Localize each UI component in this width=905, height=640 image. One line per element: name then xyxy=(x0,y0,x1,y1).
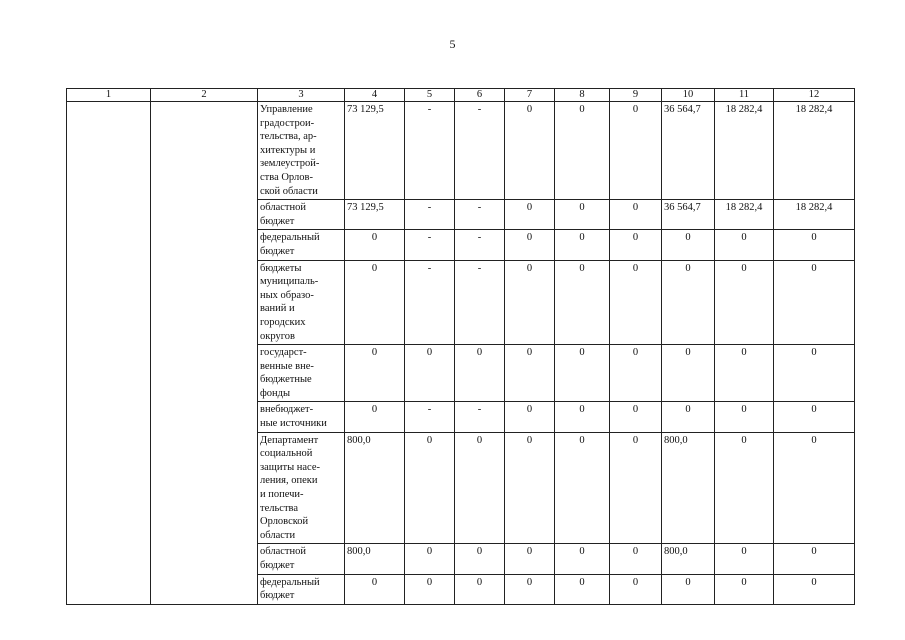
row-label-line: ваний и xyxy=(260,303,295,315)
column-2-cell xyxy=(151,102,258,605)
value-cell-col-8: 0 xyxy=(555,260,610,345)
value-cell-col-6: 0 xyxy=(455,574,505,604)
column-header-6: 6 xyxy=(455,89,505,102)
row-label-line: федеральный xyxy=(260,576,320,588)
value-cell-col-8: 0 xyxy=(555,402,610,432)
row-label-cell xyxy=(258,544,345,574)
value-cell-col-12: 18 282,4 xyxy=(774,200,855,230)
value-cell-col-12: 0 xyxy=(774,574,855,604)
table-row xyxy=(67,102,855,200)
value-cell-col-8: 0 xyxy=(555,574,610,604)
value-cell-col-10: 36 564,7 xyxy=(662,200,715,230)
row-label-line: защиты насе- xyxy=(260,461,321,473)
row-label-cell xyxy=(258,260,345,345)
value-cell-col-7: 0 xyxy=(505,574,555,604)
row-label-line: бюджет xyxy=(260,590,295,602)
value-cell-col-11: 0 xyxy=(715,544,774,574)
value-cell-col-9: 0 xyxy=(610,102,662,200)
value-cell-col-9: 0 xyxy=(610,345,662,402)
value-cell-col-11: 0 xyxy=(715,402,774,432)
row-label-line: ства Орлов- xyxy=(260,171,313,183)
value-cell-col-11: 18 282,4 xyxy=(715,102,774,200)
value-cell-col-4: 800,0 xyxy=(345,432,405,544)
value-cell-col-9: 0 xyxy=(610,432,662,544)
value-cell-col-10: 800,0 xyxy=(662,544,715,574)
row-label-line: округов xyxy=(260,330,295,342)
value-cell-col-11: 18 282,4 xyxy=(715,200,774,230)
row-label-line: Управление xyxy=(260,104,313,115)
row-label-line: тельства xyxy=(260,502,299,514)
row-label-cell xyxy=(258,574,345,604)
row-label-line: тельства, ар- xyxy=(260,131,317,143)
row-label-line: Орловской xyxy=(260,516,309,528)
value-cell-col-10: 0 xyxy=(662,260,715,345)
value-cell-col-10: 0 xyxy=(662,402,715,432)
value-cell-col-5: - xyxy=(405,230,455,260)
row-label-line: городских xyxy=(260,316,306,328)
value-cell-col-9: 0 xyxy=(610,574,662,604)
value-cell-col-4: 73 129,5 xyxy=(345,102,405,200)
value-cell-col-5: - xyxy=(405,102,455,200)
value-cell-col-12: 18 282,4 xyxy=(774,102,855,200)
row-label-line: бюджет xyxy=(260,215,295,227)
value-cell-col-8: 0 xyxy=(555,345,610,402)
value-cell-col-12: 0 xyxy=(774,260,855,345)
value-cell-col-5: 0 xyxy=(405,544,455,574)
value-cell-col-4: 0 xyxy=(345,574,405,604)
row-label-line: областной xyxy=(260,546,306,558)
value-cell-col-10: 36 564,7 xyxy=(662,102,715,200)
value-cell-col-6: - xyxy=(455,230,505,260)
page-number: 5 xyxy=(449,37,456,51)
value-cell-col-11: 0 xyxy=(715,345,774,402)
row-label-line: государст- xyxy=(260,347,307,359)
row-label-line: землеустрой- xyxy=(260,158,320,170)
value-cell-col-10: 0 xyxy=(662,345,715,402)
column-header-11: 11 xyxy=(715,89,774,102)
table-body xyxy=(67,102,855,605)
column-header-8: 8 xyxy=(555,89,610,102)
value-cell-col-4: 0 xyxy=(345,260,405,345)
value-cell-col-5: - xyxy=(405,260,455,345)
value-cell-col-9: 0 xyxy=(610,230,662,260)
row-label-cell xyxy=(258,432,345,544)
column-header-12: 12 xyxy=(774,89,855,102)
row-label-line: ления, опеки xyxy=(260,475,318,487)
value-cell-col-11: 0 xyxy=(715,260,774,345)
value-cell-col-8: 0 xyxy=(555,544,610,574)
value-cell-col-5: 0 xyxy=(405,432,455,544)
value-cell-col-6: 0 xyxy=(455,544,505,574)
value-cell-col-7: 0 xyxy=(505,230,555,260)
row-label-cell xyxy=(258,230,345,260)
row-label-line: хитектуры и xyxy=(260,144,316,156)
row-label-line: бюджет xyxy=(260,560,295,571)
row-label-line: муниципаль- xyxy=(260,276,319,288)
budget-table xyxy=(66,88,855,605)
value-cell-col-10: 800,0 xyxy=(662,432,715,544)
row-label-line: градострои- xyxy=(260,117,315,129)
row-label-line: фонды xyxy=(260,387,291,399)
table-header-row xyxy=(67,89,855,102)
column-header-4: 4 xyxy=(345,89,405,102)
row-label-cell xyxy=(258,402,345,432)
row-label-line: Департамент xyxy=(260,434,319,446)
column-header-1: 1 xyxy=(67,89,151,102)
value-cell-col-6: - xyxy=(455,260,505,345)
value-cell-col-6: 0 xyxy=(455,345,505,402)
value-cell-col-6: - xyxy=(455,402,505,432)
value-cell-col-7: 0 xyxy=(505,432,555,544)
value-cell-col-11: 0 xyxy=(715,432,774,544)
value-cell-col-11: 0 xyxy=(715,574,774,604)
value-cell-col-7: 0 xyxy=(505,200,555,230)
row-label-line: венные вне- xyxy=(260,360,314,372)
column-header-7: 7 xyxy=(505,89,555,102)
value-cell-col-8: 0 xyxy=(555,230,610,260)
value-cell-col-11: 0 xyxy=(715,230,774,260)
value-cell-col-5: 0 xyxy=(405,574,455,604)
value-cell-col-5: - xyxy=(405,402,455,432)
value-cell-col-10: 0 xyxy=(662,230,715,260)
value-cell-col-4: 0 xyxy=(345,230,405,260)
value-cell-col-10: 0 xyxy=(662,574,715,604)
value-cell-col-7: 0 xyxy=(505,260,555,345)
value-cell-col-7: 0 xyxy=(505,544,555,574)
column-header-9: 9 xyxy=(610,89,662,102)
row-label-line: бюджеты xyxy=(260,262,302,274)
row-label-cell xyxy=(258,200,345,230)
row-label-cell xyxy=(258,345,345,402)
value-cell-col-9: 0 xyxy=(610,260,662,345)
value-cell-col-5: - xyxy=(405,200,455,230)
value-cell-col-4: 0 xyxy=(345,402,405,432)
row-label-line: области xyxy=(260,529,296,541)
column-header-2: 2 xyxy=(151,89,258,102)
row-label-line: и попечи- xyxy=(260,489,304,501)
row-label-line: ные источники xyxy=(260,418,327,430)
value-cell-col-4: 800,0 xyxy=(345,544,405,574)
row-label-line: бюджетные xyxy=(260,374,312,386)
value-cell-col-7: 0 xyxy=(505,345,555,402)
value-cell-col-6: - xyxy=(455,200,505,230)
value-cell-col-7: 0 xyxy=(505,402,555,432)
column-header-5: 5 xyxy=(405,89,455,102)
column-header-3: 3 xyxy=(258,89,345,102)
value-cell-col-6: - xyxy=(455,102,505,200)
value-cell-col-9: 0 xyxy=(610,200,662,230)
value-cell-col-4: 73 129,5 xyxy=(345,200,405,230)
row-label-line: федеральный xyxy=(260,232,320,244)
row-label-line: ных образо- xyxy=(260,289,314,301)
value-cell-col-12: 0 xyxy=(774,345,855,402)
row-label-line: областной xyxy=(260,202,306,214)
value-cell-col-12: 0 xyxy=(774,230,855,260)
column-header-10: 10 xyxy=(662,89,715,102)
value-cell-col-6: 0 xyxy=(455,432,505,544)
value-cell-col-8: 0 xyxy=(555,200,610,230)
row-label-line: социальной xyxy=(260,448,313,460)
row-label-line: бюджет xyxy=(260,245,295,257)
value-cell-col-9: 0 xyxy=(610,402,662,432)
value-cell-col-12: 0 xyxy=(774,544,855,574)
column-1-cell xyxy=(67,102,151,605)
row-label-cell xyxy=(258,102,345,200)
value-cell-col-5: 0 xyxy=(405,345,455,402)
value-cell-col-8: 0 xyxy=(555,102,610,200)
row-label-line: ской области xyxy=(260,185,318,197)
value-cell-col-4: 0 xyxy=(345,345,405,402)
value-cell-col-7: 0 xyxy=(505,102,555,200)
value-cell-col-12: 0 xyxy=(774,432,855,544)
value-cell-col-8: 0 xyxy=(555,432,610,544)
row-label-line: внебюджет- xyxy=(260,404,314,416)
value-cell-col-9: 0 xyxy=(610,544,662,574)
value-cell-col-12: 0 xyxy=(774,402,855,432)
